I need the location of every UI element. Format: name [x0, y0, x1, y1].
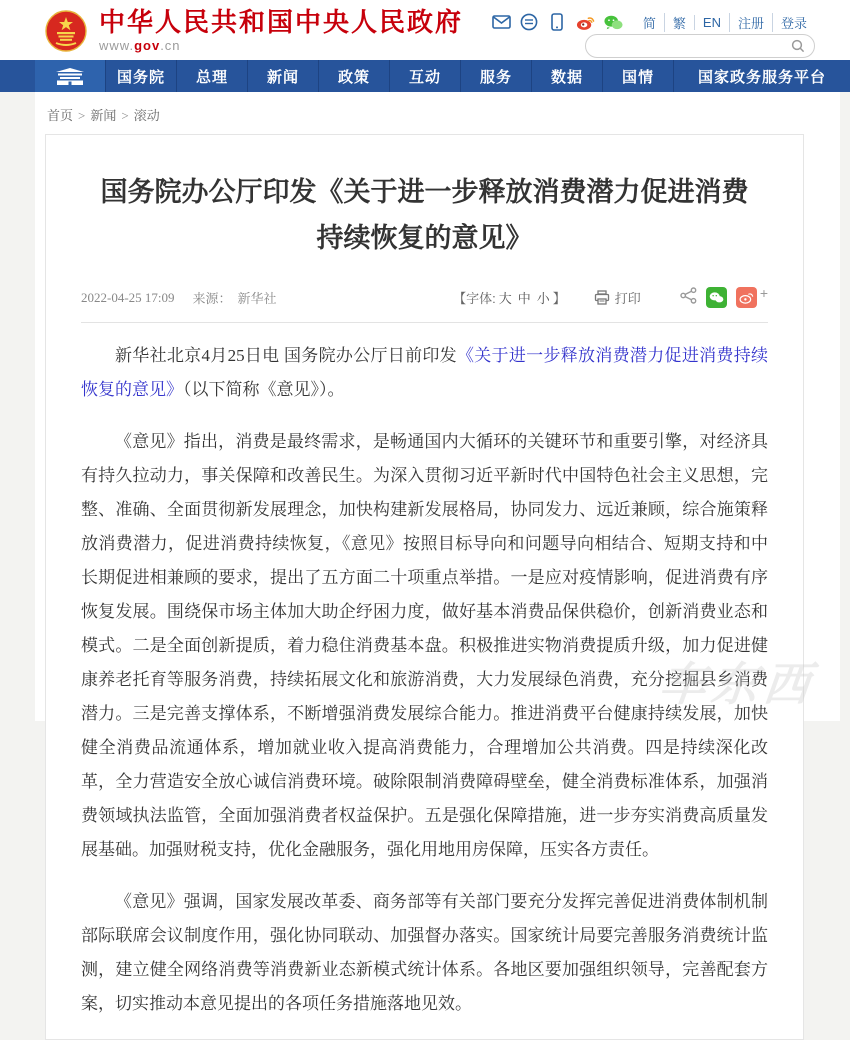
- share-weibo-icon[interactable]: [736, 287, 757, 308]
- paragraph-2: 《意见》指出，消费是最终需求，是畅通国内大循环的关键环节和重要引擎，对经济具有持久拉动力，事关保障和改善民生。为深入贯彻习近平新时代中国特色社会主义思想，完整、准确、全面贯彻新发展理念，加快构建新发展格局，协同发力、远近兼顾，综合施策释放消费潜力，促进消费持续恢复，《意见》按照目标导向和问题导向相结合、短期支持和中长期促进相兼顾的要求，提出了五方面二十项重点举措。一是应对疫情影响，促进消费有序恢复发展。围绕保市场主体加大助企纾困力度，做好基本消费品保供稳价，创新消费业态和模式。二是全面创新提质，着力稳住消费基本盘。积极推进实物消费提质升级，加力促进健康养老托育等服务消费，持续拓展文化和旅游消费，大力发展绿色消费，充分挖掘县乡消费潜力。三是完善支撑体系，不断增强消费发展综合能力。推进消费平台健康持续发展，加快健全消费品流通体系，增加就业收入提高消费能力，合理增加公共消费。四是持续深化改革，全力营造安全放心诚信消费环境。破除限制消费障碍壁垒，健全消费标准体系，加强消费领域执法监管，全面加强消费者权益保护。五是强化保障措施，进一步夯实消费高质量发展基础。加强财税支持，优化金融服务，强化用地用房保障，压实各方责任。: [81, 432, 768, 859]
- print-button[interactable]: [594, 288, 641, 307]
- nav-item-hudong[interactable]: 互动: [389, 60, 460, 92]
- site-url: www.gov.cn: [99, 38, 181, 53]
- main-nav: [0, 60, 850, 92]
- font-size-small[interactable]: 小: [536, 291, 550, 306]
- font-size-medium[interactable]: 中: [517, 291, 531, 306]
- lang-english[interactable]: EN: [694, 15, 729, 30]
- nav-item-guowuyuan[interactable]: 国务院: [105, 60, 176, 92]
- register-link[interactable]: 注册: [729, 13, 772, 32]
- article-meta: [81, 287, 768, 308]
- source-label: 来源：: [192, 291, 232, 306]
- national-emblem-icon: [45, 10, 87, 52]
- site-logo[interactable]: [45, 8, 463, 53]
- share-icon[interactable]: [680, 287, 697, 304]
- tiananmen-icon: [52, 66, 88, 86]
- lang-traditional[interactable]: 繁: [664, 13, 694, 32]
- nav-item-guoqing[interactable]: 国情: [602, 60, 673, 92]
- nav-item-xinwen[interactable]: 新闻: [247, 60, 318, 92]
- nav-item-zhengwu-platform[interactable]: 国家政务服务平台: [673, 60, 850, 92]
- paragraph-3: 《意见》强调，国家发展改革委、商务部等有关部门要充分发挥完善促进消费体制机制部际联席会议制度作用，强化协同联动、加强督办落实。国家统计局要完善服务消费统计监测，建立健全网络消费等消费新业态新模式统计体系。各地区要加强组织领导，完善配套方案，切实推动本意见提出的各项任务措施落地见效。: [81, 892, 768, 1013]
- nav-item-zongli[interactable]: 总理: [176, 60, 247, 92]
- share-wechat-icon[interactable]: [706, 287, 727, 308]
- source-name[interactable]: 新华社: [237, 291, 277, 306]
- lang-links: [635, 13, 815, 32]
- wechat-icon[interactable]: [604, 13, 623, 32]
- breadcrumb-home[interactable]: 首页: [47, 108, 74, 123]
- meta-divider: [81, 322, 768, 323]
- nav-item-shuju[interactable]: 数据: [531, 60, 602, 92]
- mobile-icon[interactable]: [548, 13, 567, 32]
- mail-icon[interactable]: [492, 13, 511, 32]
- printer-icon: [594, 290, 610, 305]
- search-input[interactable]: [586, 37, 790, 55]
- nav-item-fuwu[interactable]: 服务: [460, 60, 531, 92]
- nav-home[interactable]: [35, 60, 105, 92]
- site-header: [0, 0, 850, 60]
- article-body: [81, 339, 768, 1021]
- site-title: 中华人民共和国中央人民政府: [99, 7, 464, 37]
- more-share-button[interactable]: +: [759, 285, 768, 301]
- article-title: 国务院办公厅印发《关于进一步释放消费潜力促进消费持续恢复的意见》: [100, 177, 749, 253]
- header-tools: [483, 12, 815, 32]
- font-size-large[interactable]: 大: [498, 291, 512, 306]
- breadcrumb: 首页 > 新闻 > 滚动: [47, 108, 160, 123]
- login-link[interactable]: 登录: [772, 13, 815, 32]
- watermark: 车东西: [656, 658, 819, 710]
- print-label: 打印: [614, 291, 641, 306]
- breadcrumb-rolling[interactable]: 滚动: [133, 108, 160, 123]
- share-group: [671, 287, 768, 308]
- page-wrap: [35, 92, 840, 1013]
- font-size-control: 【字体: 大 中 小 】: [453, 291, 566, 306]
- breadcrumb-news[interactable]: 新闻: [90, 108, 117, 123]
- opinion-document-link[interactable]: 《关于进一步释放消费潜力促进消费持续恢复的意见》: [81, 346, 769, 399]
- weibo-icon[interactable]: [576, 13, 595, 32]
- search-icon[interactable]: [790, 36, 814, 56]
- publish-date: 2022-04-25 17:09: [81, 289, 175, 305]
- search-box: [585, 34, 815, 58]
- article-box: [45, 134, 804, 1040]
- nav-item-zhengce[interactable]: 政策: [318, 60, 389, 92]
- message-icon[interactable]: [520, 13, 539, 32]
- lang-simplified[interactable]: 简: [642, 15, 656, 31]
- paragraph-1: 新华社北京4月25日电 国务院办公厅日前印发《关于进一步释放消费潜力促进消费持续恢复的意见》（以下简称《意见》）。: [81, 346, 769, 399]
